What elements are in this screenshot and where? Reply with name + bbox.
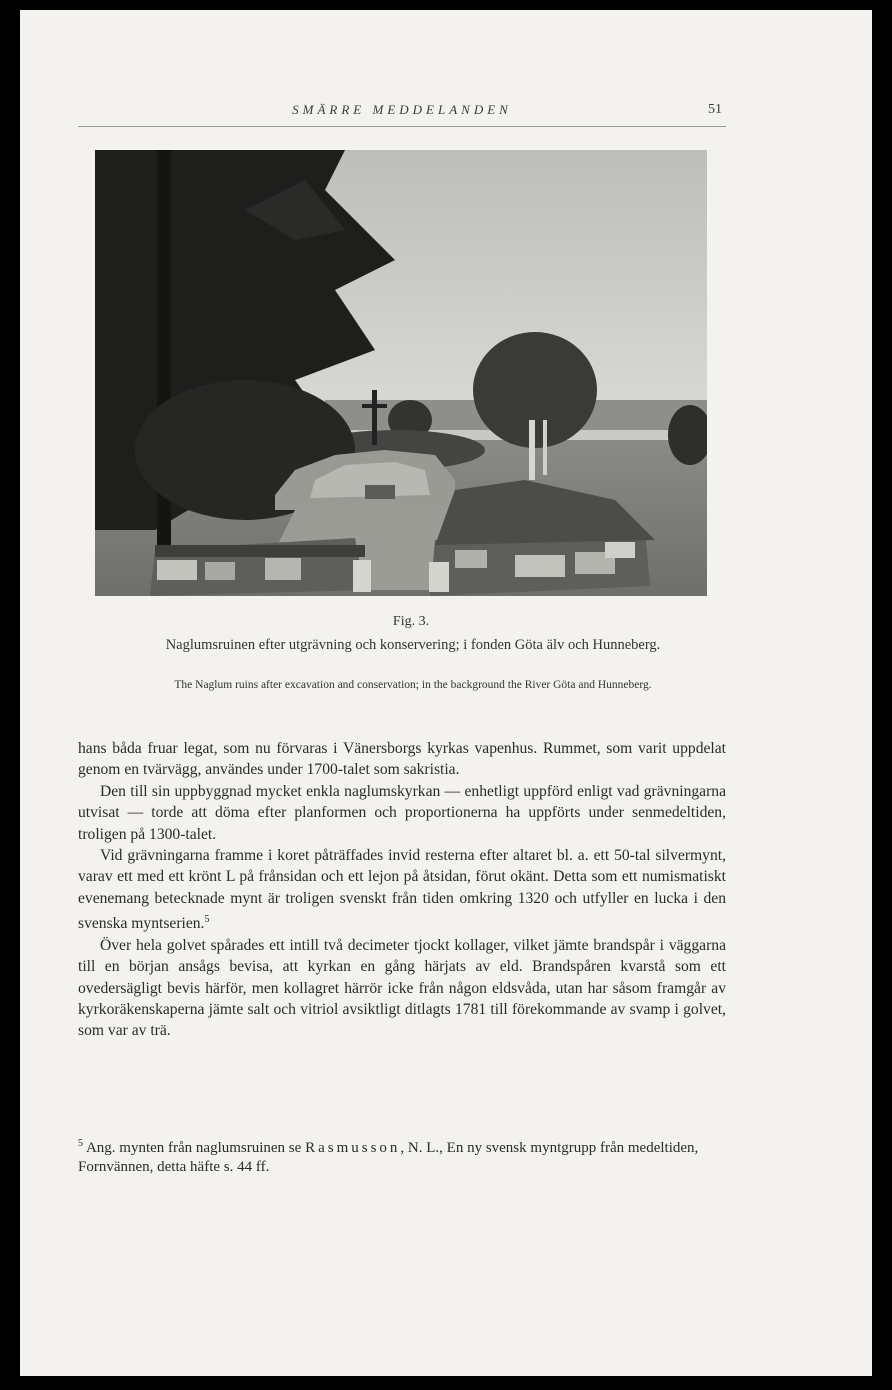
- cross: [372, 390, 377, 445]
- running-head: SMÄRRE MEDDELANDEN: [292, 102, 512, 117]
- footnote-text-before: Ang. mynten från naglumsruinen se: [85, 1140, 302, 1156]
- page-number: 51: [708, 102, 722, 117]
- figure-photo: [95, 150, 707, 596]
- footnote-author: Rasmusson: [305, 1140, 401, 1156]
- paragraph-1: hans båda fruar legat, som nu förvaras i Vänersborgs kyrkas vapenhus. Rummet, som varit uppdelat genom en tvärvägg, användes under 1700-talet som sakristia.: [78, 740, 726, 779]
- figure-caption-swedish: Naglumsruinen efter utgrävning och konservering; i fonden Göta älv och Hunneberg.: [165, 637, 661, 653]
- paragraph-3: [78, 845, 726, 935]
- page-header: [78, 102, 726, 127]
- figure-caption-english: The Naglum ruins after excavation and conservation; in the background the River Göta and Hunneberg.: [174, 679, 652, 691]
- body-text: [78, 738, 726, 1042]
- paragraph-4: Över hela golvet spårades ett intill två decimeter tjockt kollager, vilket jämte brandspår i väggarna till en början ansågs bevisa, att kyrkan en gång härjats av eld. Brandspåren kvarstå som ett ovedersägligt bevis härför, men kollagret härrör icke från någon eldsvåda, utan har såsom framgår av kyrkoräkenskaperna jämte salt och vitriol avsiktligt ditlagts 1781 till förekommande av svamp i golvet, som var av trä.: [78, 936, 726, 1040]
- footnote-mark: 5: [78, 1138, 83, 1149]
- paragraph-3-text: Vid grävningarna framme i koret påträffades invid resterna efter altaret bl. a. ett 50-tal silvermynt, varav ett med ett krönt L på frånsidan och ett lejon på åtsidan, förut okänt. Detta som ett numismatiskt evenemang betecknade mynt är troligen svenskt från tiden omkring 1320 och utfyller en lucka i den svenska myntserien.: [78, 847, 726, 933]
- paragraph-2: Den till sin uppbyggnad mycket enkla naglumskyrkan — enhetligt uppförd enligt vad grävningarna utvisat — torde att döma efter planformen och proportionerna ha uppförts under senmedeltiden, troligen på 1300-talet.: [78, 782, 726, 843]
- page: [20, 10, 872, 1376]
- footnote-text-after: , N. L., En ny svensk myntgrupp från medeltiden, Fornvännen, detta häfte s. 44 ff.: [78, 1140, 699, 1175]
- footnote-reference: 5: [204, 914, 210, 926]
- footnote: [78, 1134, 726, 1177]
- naglum-ruins-photo: [95, 150, 707, 596]
- figure-label: Fig. 3.: [392, 614, 430, 629]
